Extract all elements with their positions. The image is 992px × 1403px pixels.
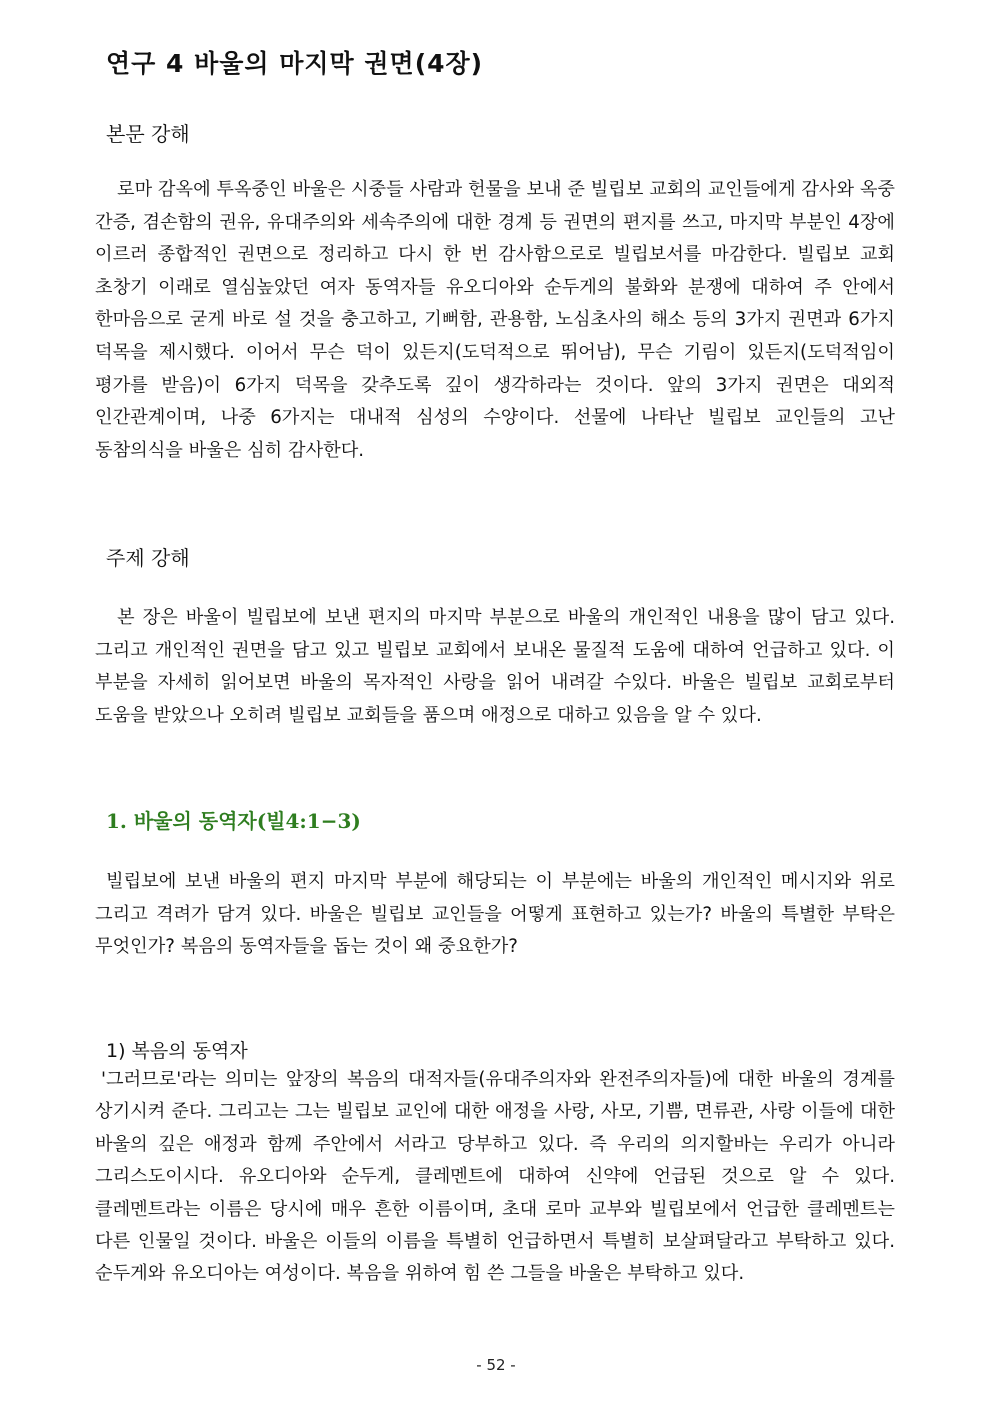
heading-bonmun-gangHae: 본문 강해 (106, 122, 190, 146)
paragraph-bonmun: 로마 감옥에 투옥중인 바울은 시중들 사람과 헌물을 보내 준 빌립보 교회의 교인들에게 감사와 옥중 간증, 겸손함의 권유, 유대주의와 세속주의에 대한 경계 등 권면의 편지를 쓰고, 마지막 부분인 4장에 이르러 종합적인 권면으로 정리하고 다시 한 번 감사함으로로 빌립보서를 마감한다. 빌립보 교회 초창기 이래로 열심높았던 여자 동역자들 유오디아와 순두게의 불화와 분쟁에 대하여 주 안에서 한마음으로 굳게 바로 설 것을 충고하고, 기뻐함, 관용함, 노심초사의 해소 등의 3가지 권면과 6가지 덕목을 제시했다. 이어서 무슨 덕이 있든지(도덕적으로 뛰어남), 무슨 기림이 있든지(도덕적임이 평가를 받음)이 6가지 덕목을 갖추도록 깊이 생각하라는 것이다. 앞의 3가지 권면은 대외적 인간관계이며, 나중 6가지는 대내적 심성의 수양이다. 선물에 나타난 빌립보 교인들의 고난 동참의식을 바울은 심히 감사한다. (95, 179, 895, 461)
heading-juje-gangHae: 주제 강해 (106, 546, 190, 570)
subheading-gospel-coworkers: 1) 복음의 동역자 (106, 1040, 248, 1062)
paragraph-section-1: 빌립보에 보낸 바울의 편지 마지막 부분에 해당되는 이 부분에는 바울의 개인적인 메시지와 위로 그리고 격려가 담겨 있다. 바울은 빌립보 교인들을 어떻게 표현하고 있는가? 바울의 특별한 부탁은 무엇인가? 복음의 동역자들을 돕는 것이 왜 중요한가? (95, 871, 895, 958)
page-title: 연구 4 바울의 마지막 권면(4장) (106, 49, 484, 78)
paragraph-subsection-1: '그러므로'라는 의미는 앞장의 복음의 대적자들(유대주의자와 완전주의자들)에 대한 바울의 경계를 상기시켜 준다. 그리고는 그는 빌립보 교인에 대한 애정을 사랑, 사모, 기쁨, 면류관, 사랑 이들에 대한 바울의 깊은 애정과 함께 주안에서 서라고 당부하고 있다. 즉 우리의 의지할바는 우리가 아니라 그리스도이시다. 유오디아와 순두게, 클레멘트에 대하여 신약에 언급된 것으로 알 수 있다. 클레멘트라는 이름은 당시에 매우 흔한 이름이며, 초대 로마 교부와 빌립보에서 언급한 클레멘트는 다른 인물일 것이다. 바울은 이들의 이름을 특별히 언급하면서 특별히 보살펴달라고 부탁하고 있다. 순두게와 유오디아는 여성이다. 복음을 위하여 힘 쓴 그들을 바울은 부탁하고 있다. (95, 1069, 895, 1285)
page-number: - 52 - (476, 1356, 516, 1374)
section-heading-coworkers: 1. 바울의 동역자(빌4:1−3) (106, 809, 361, 833)
paragraph-juje: 본 장은 바울이 빌립보에 보낸 편지의 마지막 부분으로 바울의 개인적인 내용을 많이 담고 있다. 그리고 개인적인 권면을 담고 있고 빌립보 교회에서 보내온 물질적 도움에 대하여 언급하고 있다. 이 부분을 자세히 읽어보면 바울의 목자적인 사랑을 읽어 내려갈 수있다. 바울은 빌립보 교회로부터 도움을 받았으나 오히려 빌립보 교회들을 품으며 애정으로 대하고 있음을 알 수 있다. (95, 607, 895, 726)
